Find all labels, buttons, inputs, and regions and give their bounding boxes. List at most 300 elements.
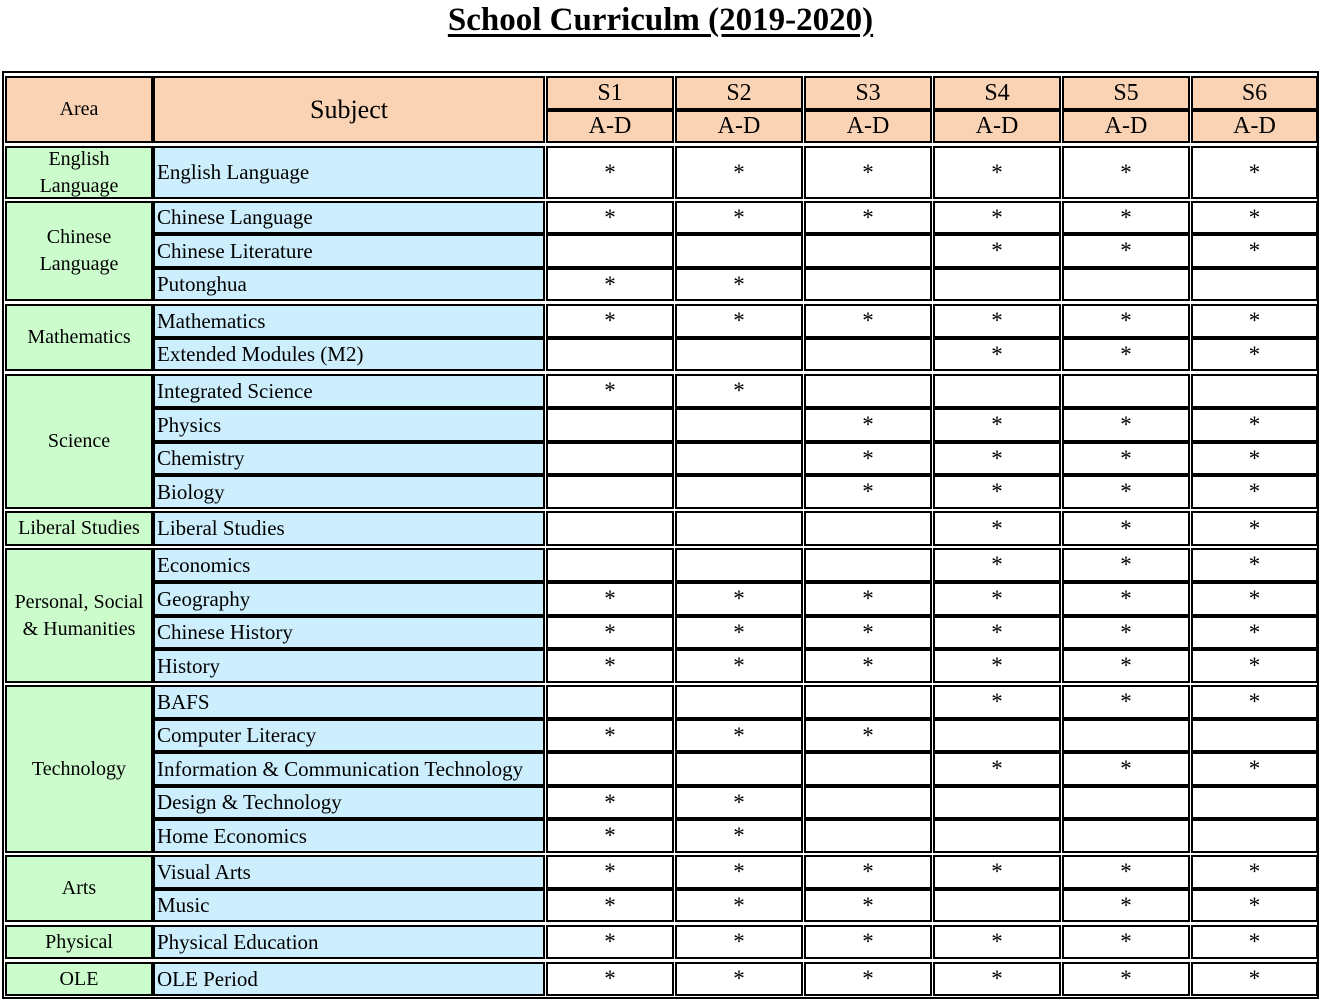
offered-mark-s1-text: * (604, 722, 616, 748)
offered-mark-s3 (804, 146, 932, 199)
subject-cell-text: OLE Period (157, 966, 258, 991)
offered-mark-s5 (1062, 234, 1190, 268)
offered-mark-s2-text: * (733, 823, 745, 848)
offered-mark-s5-text: * (1120, 159, 1132, 185)
area-cell-text: Chinese Language (39, 226, 119, 275)
offered-mark-s5-text: * (1120, 586, 1132, 611)
offered-mark-s1-text: * (604, 789, 616, 815)
offered-mark-s1 (546, 548, 674, 582)
offered-mark-s4 (933, 268, 1061, 301)
offered-mark-s4 (933, 962, 1061, 996)
header-level-s2-text: S2 (726, 79, 752, 106)
offered-mark-s2 (675, 752, 803, 786)
subject-cell (153, 304, 545, 338)
area-cell (5, 146, 153, 199)
offered-mark-s2 (675, 442, 803, 475)
offered-mark-s2 (675, 548, 803, 582)
offered-mark-s2-text: * (733, 892, 745, 918)
offered-mark-s4-text: * (991, 159, 1003, 185)
offered-mark-s3 (804, 786, 932, 819)
offered-mark-s1 (546, 442, 674, 475)
offered-mark-s4 (933, 582, 1061, 616)
offered-mark-s2 (675, 685, 803, 719)
offered-mark-s2 (675, 408, 803, 442)
header-area-text: Area (59, 98, 99, 120)
header-level-s5-text: S5 (1113, 79, 1139, 106)
header-band-s1 (546, 110, 674, 143)
offered-mark-s3 (804, 234, 932, 268)
offered-mark-s3-text: * (862, 412, 874, 437)
subject-cell (153, 408, 545, 442)
header-level-s4-text: S4 (984, 79, 1010, 106)
offered-mark-s1-text: * (604, 159, 616, 185)
offered-mark-s1 (546, 649, 674, 683)
offered-mark-s5-text: * (1120, 238, 1132, 263)
offered-mark-s5 (1062, 374, 1190, 408)
offered-mark-s1-text: * (604, 892, 616, 918)
offered-mark-s4 (933, 685, 1061, 719)
offered-mark-s6-text: * (1248, 756, 1261, 781)
header-band-s2-text: A-D (717, 113, 761, 139)
offered-mark-s6 (1191, 649, 1318, 683)
offered-mark-s5 (1062, 752, 1190, 786)
subject-cell-text: Biology (157, 479, 225, 504)
offered-mark-s2-text: * (733, 653, 745, 678)
offered-mark-s6 (1191, 408, 1318, 442)
offered-mark-s6 (1191, 374, 1318, 408)
subject-cell-text: Chinese Literature (157, 238, 313, 263)
offered-mark-s2 (675, 511, 803, 546)
offered-mark-s3 (804, 548, 932, 582)
offered-mark-s3-text: * (862, 479, 874, 504)
offered-mark-s5 (1062, 855, 1190, 889)
offered-mark-s1 (546, 719, 674, 752)
offered-mark-s2-text: * (733, 966, 745, 991)
area-cell (5, 548, 153, 683)
offered-mark-s2 (675, 338, 803, 371)
offered-mark-s2-text: * (733, 859, 745, 884)
offered-mark-s4-text: * (991, 929, 1003, 954)
offered-mark-s3 (804, 719, 932, 752)
offered-mark-s1-text: * (604, 653, 616, 678)
offered-mark-s3 (804, 511, 932, 546)
offered-mark-s3 (804, 819, 932, 853)
offered-mark-s2 (675, 616, 803, 649)
offered-mark-s1 (546, 374, 674, 408)
offered-mark-s6-text: * (1248, 966, 1261, 991)
offered-mark-s4-text: * (991, 308, 1003, 333)
offered-mark-s1-text: * (604, 586, 616, 611)
header-level-s1-text: S1 (597, 79, 623, 106)
header-level-s1 (546, 76, 674, 110)
offered-mark-s3 (804, 475, 932, 509)
offered-mark-s6 (1191, 268, 1318, 301)
offered-mark-s1-text: * (604, 966, 616, 991)
offered-mark-s5-text: * (1120, 966, 1132, 991)
offered-mark-s1 (546, 511, 674, 546)
offered-mark-s1-text: * (604, 378, 616, 403)
offered-mark-s6 (1191, 962, 1318, 996)
header-band-s4 (933, 110, 1061, 143)
offered-mark-s2 (675, 201, 803, 234)
offered-mark-s6 (1191, 511, 1318, 546)
offered-mark-s2-text: * (733, 204, 745, 230)
offered-mark-s3 (804, 925, 932, 959)
offered-mark-s6 (1191, 338, 1318, 371)
offered-mark-s4-text: * (991, 966, 1003, 991)
offered-mark-s6-text: * (1248, 653, 1261, 678)
offered-mark-s4 (933, 408, 1061, 442)
offered-mark-s5-text: * (1120, 552, 1132, 577)
subject-cell-text: English Language (157, 160, 310, 184)
offered-mark-s1-text: * (604, 308, 616, 333)
subject-cell (153, 442, 545, 475)
offered-mark-s5 (1062, 719, 1190, 752)
subject-cell (153, 719, 545, 752)
area-cell (5, 201, 153, 301)
subject-cell-text: Economics (157, 552, 251, 577)
subject-cell-text: Information & Communication Technology (157, 756, 524, 781)
offered-mark-s4-text: * (991, 552, 1003, 577)
offered-mark-s6 (1191, 548, 1318, 582)
offered-mark-s5-text: * (1120, 756, 1132, 781)
offered-mark-s4 (933, 925, 1061, 959)
offered-mark-s2 (675, 925, 803, 959)
offered-mark-s3 (804, 616, 932, 649)
offered-mark-s5 (1062, 338, 1190, 371)
offered-mark-s4-text: * (991, 204, 1003, 230)
subject-cell-text: Home Economics (157, 823, 307, 848)
header-level-s3-text: S3 (855, 79, 881, 106)
offered-mark-s4 (933, 374, 1061, 408)
subject-cell-text: Chinese Language (157, 205, 313, 229)
offered-mark-s4-text: * (991, 689, 1003, 714)
offered-mark-s6 (1191, 819, 1318, 853)
subject-cell (153, 649, 545, 683)
offered-mark-s4-text: * (991, 756, 1003, 781)
offered-mark-s4 (933, 752, 1061, 786)
header-level-s3 (804, 76, 932, 110)
area-cell-text: Physical (45, 930, 113, 953)
offered-mark-s2 (675, 819, 803, 853)
offered-mark-s3-text: * (862, 859, 874, 884)
area-cell (5, 925, 153, 959)
offered-mark-s5 (1062, 819, 1190, 853)
area-cell-text: English Language (39, 147, 119, 197)
offered-mark-s2-text: * (733, 789, 745, 815)
header-level-s2 (675, 76, 803, 110)
offered-mark-s4 (933, 146, 1061, 199)
offered-mark-s4 (933, 548, 1061, 582)
subject-cell-text: Design & Technology (157, 790, 342, 814)
subject-cell-text: Physical Education (157, 929, 319, 954)
offered-mark-s4-text: * (991, 619, 1003, 645)
offered-mark-s5-text: * (1120, 341, 1132, 367)
area-cell (5, 374, 153, 509)
offered-mark-s4-text: * (991, 859, 1003, 884)
offered-mark-s6 (1191, 719, 1318, 752)
offered-mark-s6-text: * (1248, 204, 1261, 230)
offered-mark-s5 (1062, 649, 1190, 683)
subject-cell (153, 685, 545, 719)
offered-mark-s2-text: * (733, 308, 745, 333)
offered-mark-s1 (546, 582, 674, 616)
subject-cell (153, 548, 545, 582)
offered-mark-s3 (804, 304, 932, 338)
offered-mark-s5 (1062, 582, 1190, 616)
subject-cell (153, 146, 545, 199)
offered-mark-s3-text: * (862, 722, 874, 748)
header-band-s4-text: A-D (975, 113, 1019, 139)
offered-mark-s6-text: * (1248, 552, 1261, 577)
offered-mark-s4 (933, 338, 1061, 371)
subject-cell (153, 268, 545, 301)
subject-cell-text: History (157, 653, 220, 678)
subject-cell (153, 752, 545, 786)
offered-mark-s2 (675, 719, 803, 752)
offered-mark-s1-text: * (604, 271, 616, 297)
offered-mark-s5 (1062, 889, 1190, 922)
offered-mark-s6 (1191, 234, 1318, 268)
offered-mark-s5 (1062, 786, 1190, 819)
subject-cell-text: Chemistry (157, 446, 245, 470)
offered-mark-s5-text: * (1120, 308, 1132, 333)
offered-mark-s3-text: * (862, 586, 874, 611)
offered-mark-s3 (804, 442, 932, 475)
subject-cell (153, 819, 545, 853)
header-band-s6 (1191, 110, 1318, 143)
offered-mark-s5 (1062, 304, 1190, 338)
subject-cell-text: Integrated Science (157, 378, 313, 403)
area-cell (5, 685, 153, 853)
offered-mark-s5 (1062, 268, 1190, 301)
offered-mark-s3-text: * (862, 966, 874, 991)
offered-mark-s6-text: * (1248, 479, 1261, 504)
offered-mark-s1 (546, 819, 674, 853)
offered-mark-s2 (675, 304, 803, 338)
offered-mark-s2-text: * (733, 929, 745, 954)
offered-mark-s5-text: * (1120, 204, 1132, 230)
offered-mark-s4 (933, 649, 1061, 683)
offered-mark-s6 (1191, 442, 1318, 475)
subject-cell (153, 511, 545, 546)
offered-mark-s2 (675, 234, 803, 268)
area-cell-text: Liberal Studies (18, 517, 140, 539)
offered-mark-s6 (1191, 475, 1318, 509)
offered-mark-s1 (546, 234, 674, 268)
header-level-s5 (1062, 76, 1190, 110)
offered-mark-s6 (1191, 146, 1318, 199)
offered-mark-s6-text: * (1248, 689, 1261, 714)
subject-cell (153, 338, 545, 371)
header-area (5, 76, 153, 143)
offered-mark-s4 (933, 475, 1061, 509)
area-cell-text: Technology (31, 757, 127, 780)
offered-mark-s1-text: * (604, 204, 616, 230)
offered-mark-s5-text: * (1120, 859, 1132, 884)
offered-mark-s3-text: * (862, 204, 874, 230)
subject-cell (153, 201, 545, 234)
offered-mark-s1 (546, 268, 674, 301)
offered-mark-s4 (933, 855, 1061, 889)
offered-mark-s6-text: * (1248, 619, 1261, 645)
offered-mark-s3 (804, 685, 932, 719)
offered-mark-s2 (675, 855, 803, 889)
subject-cell-text: Geography (157, 586, 251, 611)
offered-mark-s4 (933, 719, 1061, 752)
offered-mark-s2 (675, 889, 803, 922)
offered-mark-s4 (933, 201, 1061, 234)
offered-mark-s5 (1062, 616, 1190, 649)
offered-mark-s4 (933, 819, 1061, 853)
subject-cell (153, 374, 545, 408)
offered-mark-s4-text: * (991, 653, 1003, 678)
offered-mark-s3-text: * (862, 445, 874, 471)
subject-cell-text: Visual Arts (157, 859, 251, 884)
offered-mark-s3-text: * (862, 619, 874, 645)
offered-mark-s6-text: * (1248, 412, 1261, 437)
subject-cell (153, 234, 545, 268)
offered-mark-s2-text: * (733, 586, 745, 611)
offered-mark-s6 (1191, 304, 1318, 338)
offered-mark-s3-text: * (862, 653, 874, 678)
offered-mark-s2-text: * (733, 159, 745, 185)
subject-cell (153, 786, 545, 819)
offered-mark-s2 (675, 374, 803, 408)
offered-mark-s5 (1062, 925, 1190, 959)
offered-mark-s6-text: * (1248, 892, 1261, 918)
area-cell (5, 855, 153, 922)
offered-mark-s5-text: * (1120, 515, 1132, 541)
offered-mark-s6 (1191, 685, 1318, 719)
offered-mark-s5 (1062, 548, 1190, 582)
offered-mark-s5 (1062, 511, 1190, 546)
offered-mark-s6-text: * (1248, 929, 1261, 954)
offered-mark-s6 (1191, 582, 1318, 616)
offered-mark-s5 (1062, 408, 1190, 442)
subject-cell-text: Music (157, 893, 210, 917)
subject-cell-text: Extended Modules (M2) (157, 342, 364, 366)
offered-mark-s4 (933, 511, 1061, 546)
offered-mark-s3 (804, 855, 932, 889)
offered-mark-s2 (675, 268, 803, 301)
offered-mark-s3 (804, 889, 932, 922)
offered-mark-s2-text: * (733, 722, 745, 748)
area-cell-text: Science (47, 430, 111, 452)
offered-mark-s5 (1062, 962, 1190, 996)
header-level-s6 (1191, 76, 1318, 110)
offered-mark-s6 (1191, 752, 1318, 786)
offered-mark-s4 (933, 786, 1061, 819)
offered-mark-s6-text: * (1248, 586, 1261, 611)
offered-mark-s2 (675, 962, 803, 996)
offered-mark-s4-text: * (991, 341, 1003, 367)
header-band-s5-text: A-D (1104, 113, 1148, 139)
offered-mark-s3-text: * (862, 892, 874, 918)
area-cell (5, 511, 153, 546)
offered-mark-s1 (546, 146, 674, 199)
offered-mark-s4-text: * (991, 412, 1003, 437)
subject-cell-text: Putonghua (157, 272, 247, 296)
offered-mark-s3 (804, 374, 932, 408)
offered-mark-s6-text: * (1248, 445, 1261, 471)
offered-mark-s6 (1191, 616, 1318, 649)
offered-mark-s4-text: * (991, 586, 1003, 611)
offered-mark-s5 (1062, 201, 1190, 234)
offered-mark-s6 (1191, 855, 1318, 889)
offered-mark-s1 (546, 304, 674, 338)
area-cell-text: Mathematics (27, 326, 131, 348)
offered-mark-s4-text: * (991, 238, 1003, 263)
offered-mark-s5-text: * (1120, 619, 1132, 645)
offered-mark-s4 (933, 616, 1061, 649)
offered-mark-s6-text: * (1248, 859, 1261, 884)
offered-mark-s2 (675, 475, 803, 509)
offered-mark-s6 (1191, 889, 1318, 922)
offered-mark-s1 (546, 338, 674, 371)
page-title: School Curriculm (2019-2020) (447, 2, 874, 38)
offered-mark-s6 (1191, 925, 1318, 959)
offered-mark-s6-text: * (1248, 515, 1261, 541)
header-band-s1-text: A-D (588, 113, 632, 139)
offered-mark-s3 (804, 268, 932, 301)
offered-mark-s3 (804, 649, 932, 683)
offered-mark-s2 (675, 786, 803, 819)
subject-cell (153, 582, 545, 616)
header-band-s2 (675, 110, 803, 143)
offered-mark-s4 (933, 234, 1061, 268)
offered-mark-s6 (1191, 786, 1318, 819)
offered-mark-s5 (1062, 685, 1190, 719)
offered-mark-s2-text: * (733, 378, 745, 403)
offered-mark-s2-text: * (733, 619, 745, 645)
offered-mark-s4-text: * (991, 445, 1003, 471)
offered-mark-s6-text: * (1248, 308, 1261, 333)
offered-mark-s5-text: * (1120, 445, 1132, 471)
offered-mark-s3 (804, 962, 932, 996)
area-cell-text: Personal, Social & Humanities (14, 590, 144, 640)
offered-mark-s3-text: * (862, 308, 874, 333)
header-band-s3-text: A-D (846, 113, 890, 139)
offered-mark-s1 (546, 685, 674, 719)
header-band-s3 (804, 110, 932, 143)
offered-mark-s1-text: * (604, 823, 616, 848)
offered-mark-s2 (675, 649, 803, 683)
header-band-s6-text: A-D (1233, 113, 1276, 139)
offered-mark-s3 (804, 752, 932, 786)
offered-mark-s4 (933, 889, 1061, 922)
offered-mark-s6 (1191, 201, 1318, 234)
offered-mark-s2 (675, 582, 803, 616)
subject-cell-text: BAFS (157, 689, 210, 714)
offered-mark-s1-text: * (604, 859, 616, 884)
subject-cell (153, 925, 545, 959)
offered-mark-s3 (804, 338, 932, 371)
area-cell (5, 962, 153, 996)
offered-mark-s5 (1062, 442, 1190, 475)
offered-mark-s5 (1062, 475, 1190, 509)
offered-mark-s3 (804, 582, 932, 616)
area-cell-text: OLE (59, 967, 99, 990)
offered-mark-s6-text: * (1248, 238, 1261, 263)
subject-cell-text: Physics (157, 412, 222, 437)
offered-mark-s2-text: * (733, 271, 745, 297)
offered-mark-s4 (933, 442, 1061, 475)
subject-cell (153, 855, 545, 889)
offered-mark-s2 (675, 146, 803, 199)
offered-mark-s5-text: * (1120, 892, 1132, 918)
offered-mark-s5 (1062, 146, 1190, 199)
